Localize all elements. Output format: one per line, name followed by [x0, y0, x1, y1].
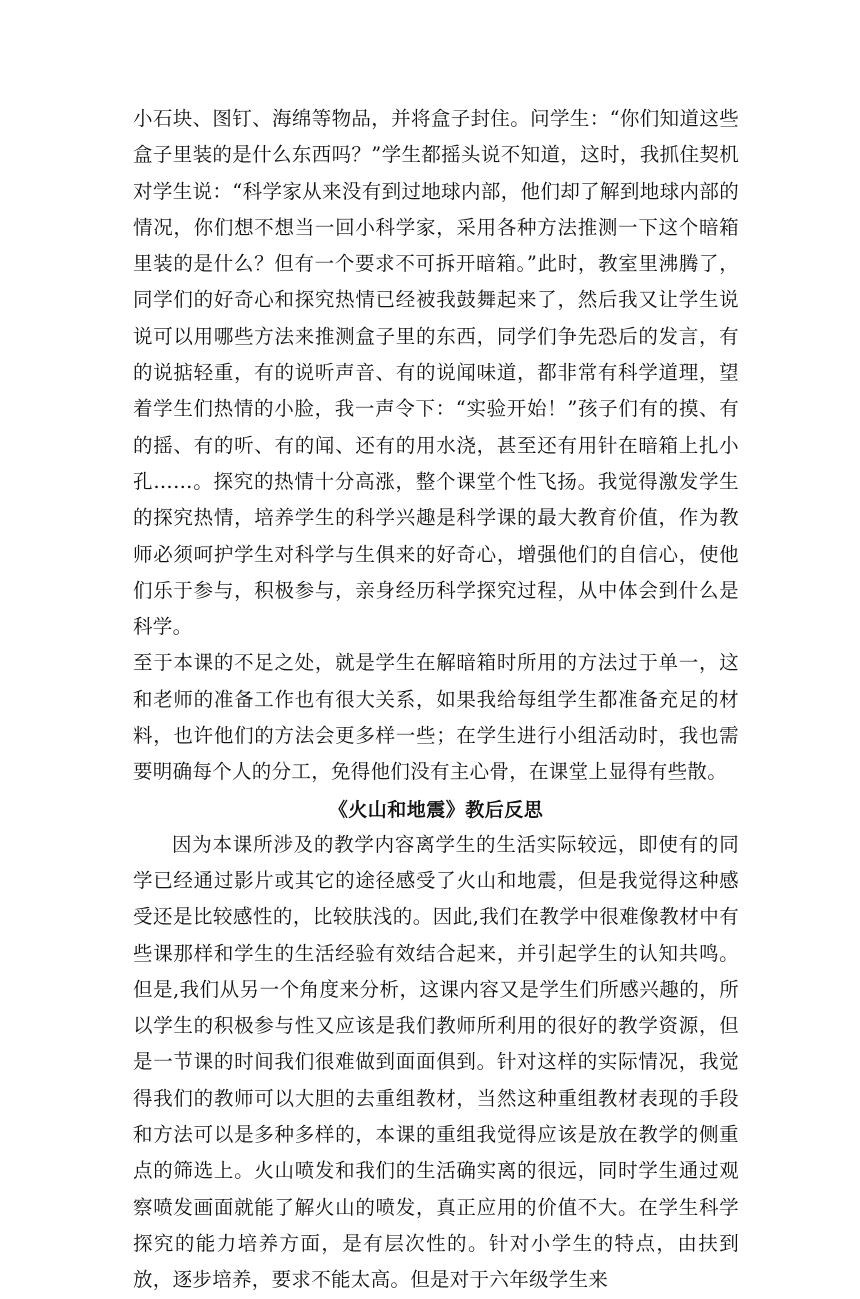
body-paragraph-3: 因为本课所涉及的教学内容离学生的生活实际较远，即使有的同学已经通过影片或其它的途径感受了火山和地震，但是我觉得这种感受还是比较感性的，比较肤浅的。因此,我们在教学中很难像教材中有些课那样和学生的生活经验有效结合起来，并引起学生的认知共鸣。但是,我们从另一个角度来分析，这课内容又是学生们所感兴趣的，所以学生的积极参与性又应该是我们教师所利用的很好的教学资源，但是一节课的时间我们很难做到面面俱到。针对这样的实际情况，我觉得我们的教师可以大胆的去重组教材，当然这种重组教材表现的手段和方法可以是多种多样的，本课的重组我觉得应该是放在教学的侧重点的筛选上。火山喷发和我们的生活确实离的很远，同时学生通过观察喷发画面就能了解火山的喷发，真正应用的价值不大。在学生科学探究的能力培养方面，是有层次性的。针对小学生的特点，由扶到放，逐步培养，要求不能太高。但是对于六年级学生来	[133, 832, 739, 1292]
section-title: 《火山和地震》教后反思	[328, 798, 544, 821]
body-paragraph-2: 至于本课的不足之处，就是学生在解暗箱时所用的方法过于单一，这和老师的准备工作也有很大关系，如果我给每组学生都准备充足的材料，也许他们的方法会更多样一些；在学生进行小组活动时，我也需要明确每个人的分工，免得他们没有主心骨，在课堂上显得有些散。	[133, 651, 739, 784]
document-page	[133, 101, 739, 1299]
body-paragraph-1: 小石块、图钉、海绵等物品，并将盒子封住。问学生：“你们知道这些盒子里装的是什么东西吗？”学生都摇头说不知道，这时，我抓住契机对学生说：“科学家从来没有到过地球内部，他们却了解到地球内部的情况，你们想不想当一回小科学家，采用各种方法推测一下这个暗箱里装的是什么？但有一个要求不可拆开暗箱。”此时，教室里沸腾了，同学们的好奇心和探究热情已经被我鼓舞起来了，然后我又让学生说说可以用哪些方法来推测盒子里的东西，同学们争先恐后的发言，有的说掂轻重，有的说听声音、有的说闻味道，都非常有科学道理，望着学生们热情的小脸，我一声令下：“实验开始！”孩子们有的摸、有的摇、有的听、有的闻、还有的用水浇，甚至还有用针在暗箱上扎小孔……。探究的热情十分高涨，整个课堂个性飞扬。我觉得激发学生的探究热情，培养学生的科学兴趣是科学课的最大教育价值，作为教师必须呵护学生对科学与生俱来的好奇心，增强他们的自信心，使他们乐于参与，积极参与，亲身经历科学探究过程，从中体会到什么是科学。	[133, 107, 739, 639]
